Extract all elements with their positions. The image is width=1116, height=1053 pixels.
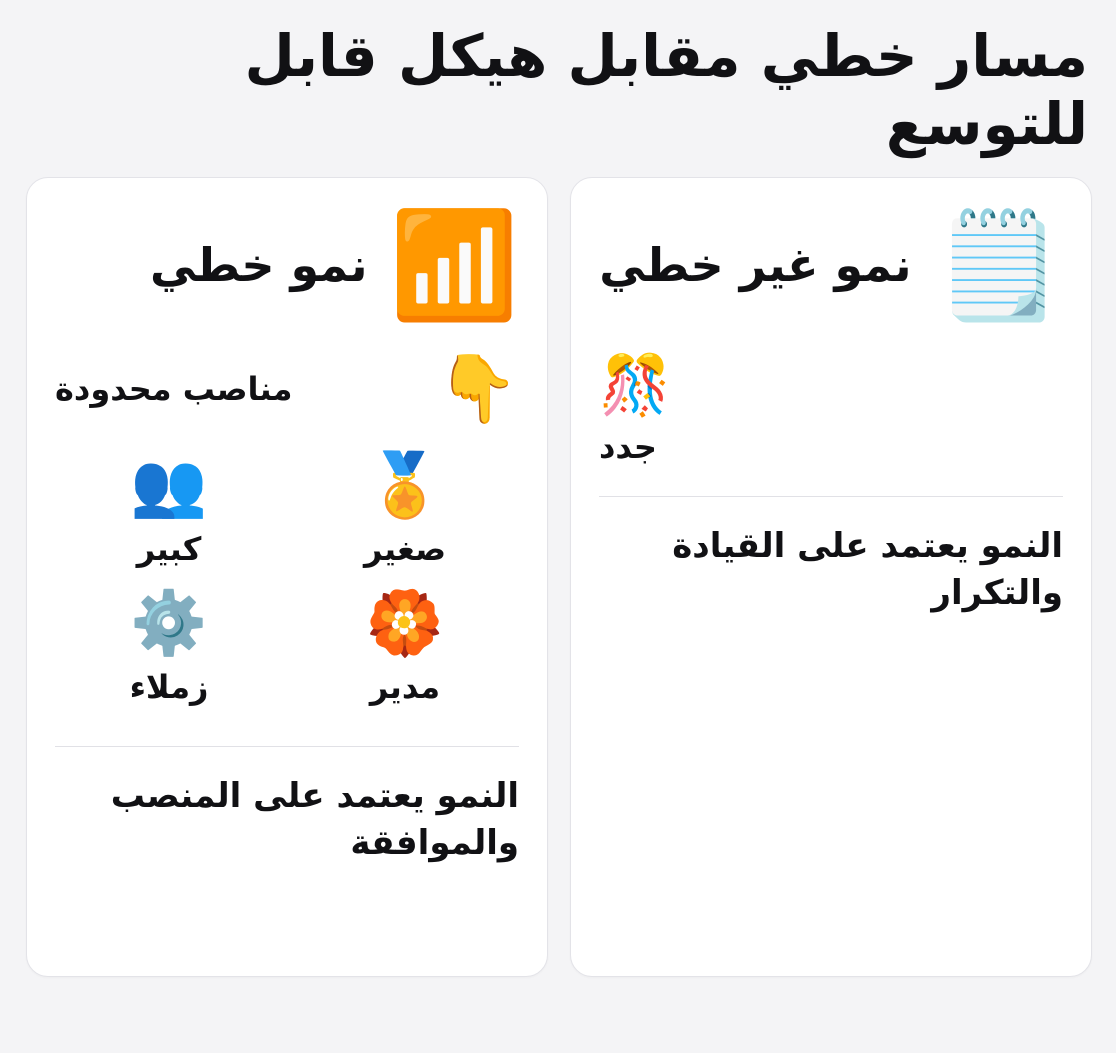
- spacer: [55, 867, 519, 948]
- renew-block: [599, 350, 1063, 466]
- card-footer-note: النمو يعتمد على القيادة والتكرار: [672, 525, 1063, 613]
- role-tile[interactable]: [291, 586, 519, 716]
- limited-positions-label: مناصب محدودة: [55, 369, 293, 408]
- card-title: نمو خطي: [150, 237, 368, 292]
- card-footer-note: النمو يعتمد على المنصب والموافقة: [110, 775, 519, 863]
- down-pointing-hand-icon: 👇: [436, 349, 519, 427]
- card-non-linear-growth[interactable]: [570, 177, 1092, 977]
- divider: [55, 746, 519, 747]
- spacer: [599, 617, 1063, 948]
- limited-positions-row: [55, 349, 519, 427]
- divider: [599, 496, 1063, 497]
- rosette-smile-icon: 🏵️: [366, 585, 444, 659]
- busts-in-silhouette-icon: 👥: [130, 447, 208, 521]
- renew-label: جدد: [599, 427, 657, 466]
- medal-smile-icon: 🏅: [366, 447, 444, 521]
- card-body: [55, 204, 519, 948]
- role-tile[interactable]: [55, 448, 283, 578]
- role-tile-label: زملاء: [129, 667, 209, 706]
- role-tile-label: كبير: [136, 529, 202, 568]
- role-tile[interactable]: [55, 586, 283, 716]
- role-tile-label: صغير: [364, 529, 446, 568]
- card-header: [599, 204, 1063, 326]
- card-header: [55, 204, 519, 326]
- role-tile[interactable]: [291, 448, 519, 578]
- gear-icon: ⚙️: [130, 585, 208, 659]
- list-settings-icon: 🗒️: [933, 203, 1063, 326]
- party-popper-icon: 🎊: [599, 350, 672, 419]
- bar-chart-up-icon: 📶: [389, 203, 519, 326]
- card-linear-growth[interactable]: [26, 177, 548, 977]
- cards-container: [0, 159, 1116, 1001]
- role-tile-grid: [55, 448, 519, 716]
- role-tile-label: مدير: [369, 667, 441, 706]
- card-body: [599, 204, 1063, 948]
- card-title: نمو غير خطي: [599, 237, 912, 292]
- page-title: مسار خطي مقابل هيكل قابل للتوسع: [244, 22, 1088, 159]
